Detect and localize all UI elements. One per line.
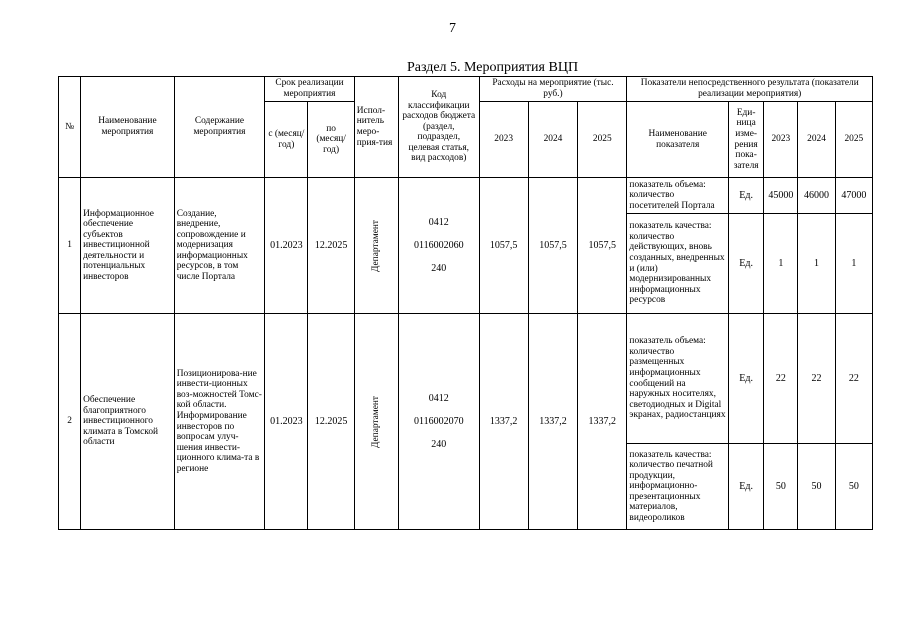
indicator-2023: 45000	[764, 178, 798, 214]
code-cell	[399, 314, 479, 530]
header-no: №	[59, 77, 81, 178]
indicator-name: показатель качества: количество действующих, вновь созданных, внедренных и (или) модернизированных информационных ресурсов	[627, 214, 729, 314]
table-row	[59, 314, 873, 444]
code-section: 0412	[428, 216, 449, 228]
event-name: Обеспечение благоприятного инвестиционного климата в Томской области	[81, 314, 175, 530]
header-ind-2025: 2025	[835, 102, 872, 178]
indicator-2023: 22	[764, 314, 798, 444]
expense-2024: 1057,5	[528, 178, 577, 314]
executor-cell	[354, 178, 398, 314]
header-indicators: Показатели непосредственного результата (показатели реализации мероприятия)	[627, 77, 873, 102]
header-code: Код классификации расходов бюджета (раздел, подраздел, целевая статья, вид расходов)	[399, 77, 479, 178]
indicator-2023: 1	[764, 214, 798, 314]
table-row	[59, 178, 873, 214]
header-term-to: по (месяц/ год)	[308, 102, 354, 178]
term-to: 12.2025	[308, 314, 354, 530]
event-content: Создание, внедрение, сопровождение и модернизация информационных ресурсов, в том числе Портала	[174, 178, 265, 314]
indicator-2025: 1	[835, 214, 872, 314]
header-exp-2023: 2023	[479, 102, 528, 178]
indicator-2025: 50	[835, 444, 872, 530]
section-title: Раздел 5. Мероприятия ВЦП	[406, 60, 579, 75]
indicator-2024: 50	[798, 444, 835, 530]
header-executor: Испол-нитель меро-прия-тия	[354, 77, 398, 178]
row-no: 2	[59, 314, 81, 530]
header-ind-2024: 2024	[798, 102, 835, 178]
header-name: Наименование мероприятия	[81, 77, 175, 178]
header-ind-2023: 2023	[764, 102, 798, 178]
header-indicator-name: Наименование показателя	[627, 102, 729, 178]
indicator-2024: 1	[798, 214, 835, 314]
event-name: Информационное обеспечение субъектов инвестиционной деятельности и потенциальных инвесторов	[81, 178, 175, 314]
header-expenses: Расходы на мероприятие (тыс. руб.)	[479, 77, 627, 102]
indicator-name: показатель объема: количество размещенных информационных сообщений на наружных носителях, светодиодных и Digital экранах, радиостанциях	[627, 314, 729, 444]
expense-2025: 1057,5	[578, 178, 627, 314]
event-content: Позиционирова-ние инвести-ционных воз-можностей Томс-кой области. Информирование инвесторов по вопросам улуч-шения инвести-ционного клима-та в регионе	[174, 314, 265, 530]
executor-cell	[354, 314, 398, 530]
indicator-unit: Ед.	[729, 214, 764, 314]
term-from: 01.2023	[265, 178, 308, 314]
indicator-unit: Ед.	[729, 314, 764, 444]
expense-2023: 1337,2	[479, 314, 528, 530]
indicator-name: показатель качества: количество печатной продукции, информационно-презентационных материалов, видеороликов	[627, 444, 729, 530]
code-target: 0116002070	[413, 415, 464, 427]
indicator-unit: Ед.	[729, 444, 764, 530]
code-type: 240	[431, 263, 447, 275]
header-content: Содержание мероприятия	[174, 77, 265, 178]
code-target: 0116002060	[413, 239, 464, 251]
term-from: 01.2023	[265, 314, 308, 530]
indicator-2025: 47000	[835, 178, 872, 214]
executor: Департамент	[371, 219, 382, 272]
header-exp-2024: 2024	[528, 102, 577, 178]
indicator-2024: 22	[798, 314, 835, 444]
row-no: 1	[59, 178, 81, 314]
expense-2023: 1057,5	[479, 178, 528, 314]
header-exp-2025: 2025	[578, 102, 627, 178]
header-term: Срок реализации мероприятия	[265, 77, 355, 102]
executor: Департамент	[371, 395, 382, 448]
code-section: 0412	[428, 392, 449, 404]
expense-2024: 1337,2	[528, 314, 577, 530]
indicator-2025: 22	[835, 314, 872, 444]
page-number: 7	[449, 21, 456, 36]
header-term-from: с (месяц/ год)	[265, 102, 308, 178]
header-unit: Еди-ница изме-рения пока-зателя	[729, 102, 764, 178]
events-table	[58, 76, 873, 530]
code-cell	[399, 178, 479, 314]
indicator-2024: 46000	[798, 178, 835, 214]
expense-2025: 1337,2	[578, 314, 627, 530]
indicator-name: показатель объема: количество посетителей Портала	[627, 178, 729, 214]
indicator-unit: Ед.	[729, 178, 764, 214]
term-to: 12.2025	[308, 178, 354, 314]
code-type: 240	[431, 439, 447, 451]
indicator-2023: 50	[764, 444, 798, 530]
